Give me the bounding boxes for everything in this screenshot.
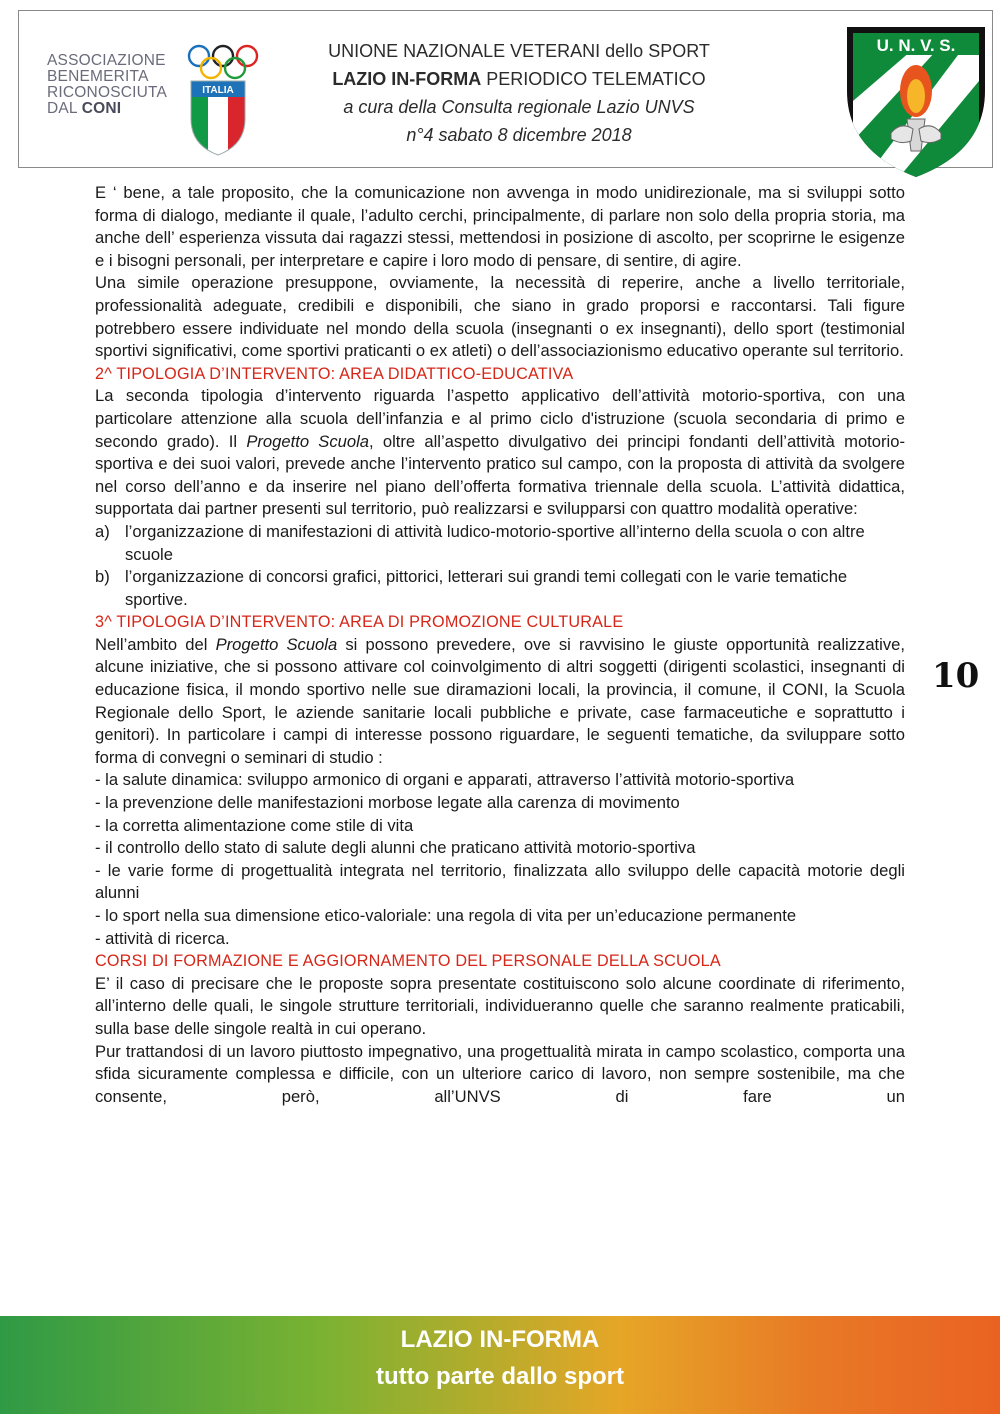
dash-item: - la prevenzione delle manifestazioni morbose legate alla carenza di movimento [95, 793, 680, 813]
heading-cultural-area: 3^ TIPOLOGIA D’INTERVENTO: AREA DI PROMOZIONE CULTURALE [95, 613, 624, 632]
unvs-logo-text: U. N. V. S. [876, 36, 956, 55]
dash-item: - la corretta alimentazione come stile di vita [95, 815, 414, 835]
coni-logo-line4: DAL CONI [47, 100, 122, 117]
footer-subtitle: tutto parte dallo sport [376, 1363, 624, 1390]
paragraph-didactic: La seconda tipologia d’intervento riguarda l’aspetto applicativo dell’attività motorio-sportiva, con una particolare attenzione alla scuola dell’infanzia e al primo ciclo d'istruzione (scuola secondaria di primo e secondo grado). Il Progetto Scuola, oltre all’aspetto divulgativo dei principi fondanti dell’attività motorio-sportiva e dei suoi valori, prevede anche l’intervento pratico sul campo, con la proposta di attività da svolgere nel corso dell’anno e da inserire nel piano dell’offerta formativa triennale della scuola. L’attività didattica, supportata dai partner presenti sul territorio, può realizzarsi e svilupparsi con quattro modalità operative: [95, 386, 905, 519]
article-body [95, 182, 905, 1108]
coni-association-logo [47, 39, 262, 159]
italia-shield-icon [189, 79, 247, 157]
issue-date: n°4 sabato 8 dicembre 2018 [406, 125, 632, 145]
masthead-line3: a cura della Consulta regionale Lazio UNVS [343, 97, 695, 117]
masthead [18, 10, 993, 168]
list-item: a) l’organizzazione di manifestazioni di attività ludico-motorio-sportive all’interno della scuola o con altre scuole [95, 521, 865, 564]
coni-logo-line1: ASSOCIAZIONE [47, 52, 166, 69]
paragraph-professionals: Una simile operazione presuppone, ovviamente, la necessità di reperire, anche a livello territoriale, professionalità adeguate, credibili e disponibili, che siano in grado proporsi e raccontarsi. Tali figure potrebbero essere individuate nel mondo della scuola (insegnanti o ex insegnanti), dello sport (testimonial sportivi significativi, come sportivi praticanti o ex atleti) o dell’associazionismo educativo operante sul territorio. [95, 273, 905, 361]
dash-item: - il controllo dello stato di salute degli alunni che praticano attività motorio-sportiva [95, 838, 696, 858]
masthead-line1: UNIONE NAZIONALE VETERANI dello SPORT [328, 41, 710, 61]
paragraph-challenge: Pur trattandosi di un lavoro piuttosto impegnativo, una progettualità mirata in campo scolastico, comporta una sfida sicuramente complessa e difficile, con un ulteriore carico di lavoro, non sempre sostenibile, ma che consente, però, all’UNVS di fare un [95, 1041, 905, 1106]
coni-logo-line3: RICONOSCIUTA [47, 84, 168, 101]
footer-banner [0, 1316, 1000, 1414]
publication-name: LAZIO IN-FORMA [332, 69, 482, 89]
dash-item: - lo sport nella sua dimensione etico-valoriale: una regola di vita per un’educazione permanente [95, 906, 797, 925]
page-number: 10 [932, 656, 980, 696]
coni-logo-text [47, 53, 182, 117]
italia-shield-text: ITALIA [202, 85, 234, 96]
dash-item: - le varie forme di progettualità integrata nel territorio, finalizzata allo sviluppo delle capacità motorie degli alunni [95, 860, 905, 903]
coni-logo-line2: BENEMERITA [47, 68, 149, 85]
masthead-line2: LAZIO IN-FORMA PERIODICO TELEMATICO [332, 69, 706, 89]
masthead-title-block [269, 37, 769, 149]
heading-didactic-area: 2^ TIPOLOGIA D’INTERVENTO: AREA DIDATTICO-EDUCATIVA [95, 364, 574, 383]
footer-title: LAZIO IN-FORMA [400, 1326, 600, 1353]
paragraph-coordinates: E’ il caso di precisare che le proposte sopra presentate costituiscono solo alcune coordinate di riferimento, all’interno delle quali, le singole strutture territoriali, individueranno quelle che saranno realmente praticabili, sulla base delle singole realtà in cui operano. [95, 973, 905, 1038]
paragraph-cultural: Nell’ambito del Progetto Scuola si possono prevedere, ove si ravvisino le giuste opportunità realizzative, alcune iniziative, che si possono attivare col coinvolgimento di altri soggetti (dirigenti scolastici, insegnanti di educazione fisica, il mondo sportivo nelle sue diramazioni locali, la provincia, il comune, il CONI, la Scuola Regionale dello Sport, le aziende sanitarie locali pubbliche e private, case farmaceutiche e soprattutto i genitori). In particolare i campi di interesse possono riguardare, le seguenti tematiche, da sviluppare sotto forma di convegni o seminari di studio : [95, 634, 905, 767]
olympic-rings-icon [185, 43, 265, 83]
dash-item: - la salute dinamica: sviluppo armonico di organi e apparati, attraverso l’attività motorio-sportiva [95, 770, 795, 790]
dash-item: - attività di ricerca. [95, 928, 230, 948]
list-item: b) l’organizzazione di concorsi grafici, pittorici, letterari sui grandi temi collegati con le varie tematiche sportive. [95, 567, 848, 609]
heading-training-courses: CORSI DI FORMAZIONE E AGGIORNAMENTO DEL PERSONALE DELLA SCUOLA [95, 952, 721, 971]
project-name: Progetto Scuola [246, 431, 370, 451]
unvs-shield-logo [841, 21, 991, 181]
project-name: Progetto Scuola [215, 634, 338, 654]
paragraph-communication: E ‘ bene, a tale proposito, che la comunicazione non avvenga in modo unidirezionale, ma si sviluppi sotto forma di dialogo, mediante il quale, l’adulto cerchi, principalmente, di parlare non solo della propria storia, ma anche dell’ esperienza vissuta dai ragazzi stessi, mettendosi in posizione di ascolto, per scoprirne le esigenze e i bisogni personali, per interpretare e capire i loro modo di pensare, di sentire, di agire. [95, 183, 905, 270]
